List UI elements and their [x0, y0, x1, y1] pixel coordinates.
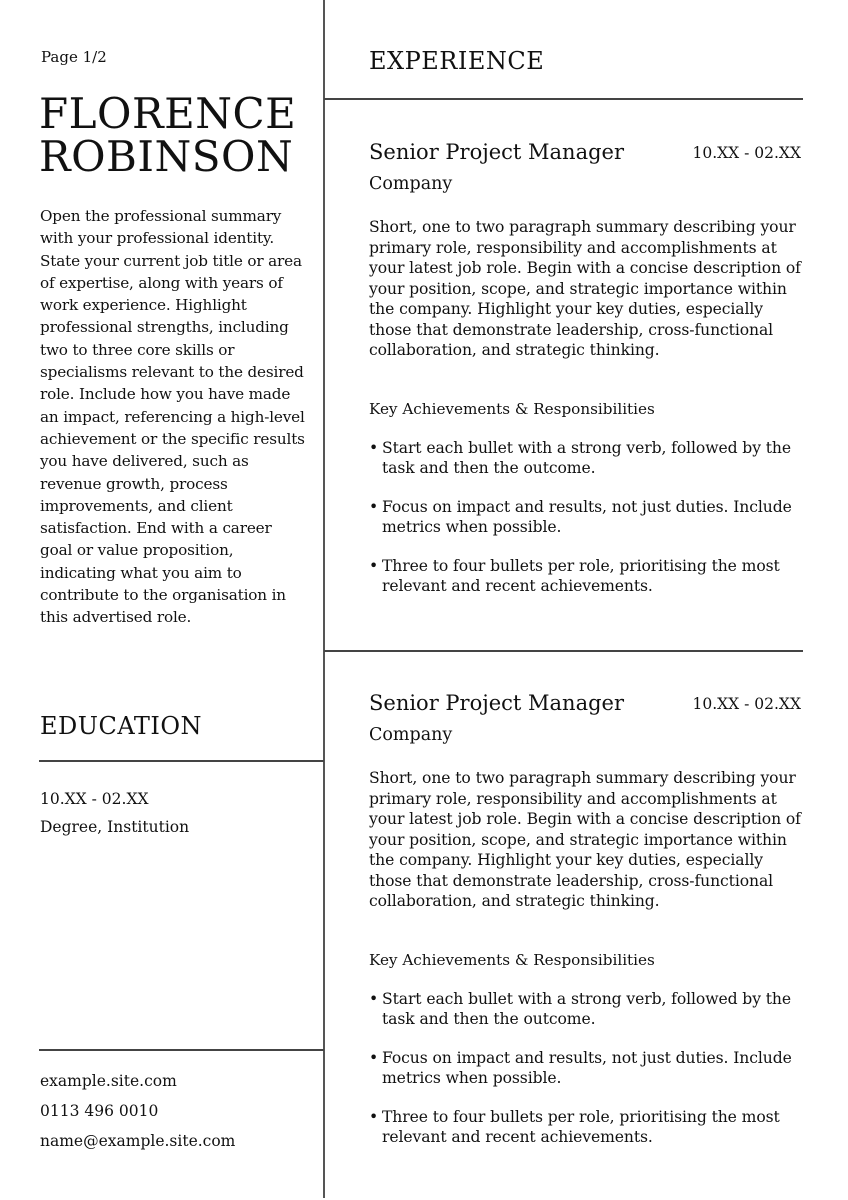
- key-achievements-heading: Key Achievements & Responsibilities: [369, 951, 655, 969]
- achievement-item: • Start each bullet with a strong verb, followed by the task and then the outcome.: [369, 439, 791, 477]
- job-date: 10.XX - 02.XX: [692, 695, 801, 713]
- bullet-icon: •: [369, 557, 379, 575]
- job-role: Senior Project Manager: [369, 691, 625, 715]
- bullet-icon: •: [369, 439, 379, 457]
- job-date: 10.XX - 02.XX: [692, 144, 801, 162]
- bullet-icon: •: [369, 1049, 379, 1067]
- achievement-list: [369, 989, 803, 1166]
- job-role: Senior Project Manager: [369, 140, 625, 164]
- job-description: Short, one to two paragraph summary describing your primary role, responsibility and accomplishments at your latest job role. Begin with a concise description of your position, scope, and strategic importance within the company. Highlight your key duties, especially those that demonstrate leadership, cross-functional collaboration, and strategic thinking.: [369, 218, 801, 359]
- job-company: Company: [369, 725, 453, 745]
- bullet-icon: •: [369, 1108, 379, 1126]
- bullet-icon: •: [369, 990, 379, 1008]
- contact-divider-rule: [39, 1049, 324, 1051]
- achievement-item: • Three to four bullets per role, prioritising the most relevant and recent achievements.: [369, 1108, 780, 1146]
- bullet-icon: •: [369, 498, 379, 516]
- education-header-rule: [39, 760, 324, 762]
- experience-header-rule: [324, 98, 803, 100]
- experience-heading: EXPERIENCE: [369, 47, 545, 75]
- first-name: FLORENCE: [39, 89, 297, 138]
- last-name: ROBINSON: [39, 132, 294, 181]
- education-heading: EDUCATION: [40, 712, 203, 740]
- page-indicator: Page 1/2: [41, 48, 107, 66]
- key-achievements-heading: Key Achievements & Responsibilities: [369, 400, 655, 418]
- achievement-list: [369, 438, 803, 615]
- achievement-item: • Focus on impact and results, not just duties. Include metrics when possible.: [369, 1049, 792, 1087]
- contact-phone: 0113 496 0010: [40, 1102, 159, 1120]
- contact-email: name@example.site.com: [40, 1132, 236, 1150]
- achievement-item: • Three to four bullets per role, prioritising the most relevant and recent achievements.: [369, 557, 780, 595]
- contact-website: example.site.com: [40, 1072, 177, 1090]
- professional-summary: Open the professional summary with your professional identity. State your current job title or area of expertise, along with years of work experience. Highlight professional strengths, including two to three core skills or specialisms relevant to the desired role. Include how you have made an impact, referencing a high-level achievement or the specific results you have delivered, such as revenue growth, process improvements, and client satisfaction. End with a career goal or value proposition, indicating what you aim to contribute to the organisation in this advertised role.: [40, 207, 305, 627]
- candidate-name: [39, 89, 297, 181]
- achievement-item: • Start each bullet with a strong verb, followed by the task and then the outcome.: [369, 990, 791, 1028]
- column-divider: [323, 0, 325, 1198]
- achievement-item: • Focus on impact and results, not just duties. Include metrics when possible.: [369, 498, 792, 536]
- job-company: Company: [369, 174, 453, 194]
- education-date: 10.XX - 02.XX: [40, 790, 149, 808]
- job-description: Short, one to two paragraph summary describing your primary role, responsibility and accomplishments at your latest job role. Begin with a concise description of your position, scope, and strategic importance within the company. Highlight your key duties, especially those that demonstrate leadership, cross-functional collaboration, and strategic thinking.: [369, 769, 801, 910]
- job-divider-rule: [324, 650, 803, 652]
- education-degree: Degree, Institution: [40, 818, 190, 836]
